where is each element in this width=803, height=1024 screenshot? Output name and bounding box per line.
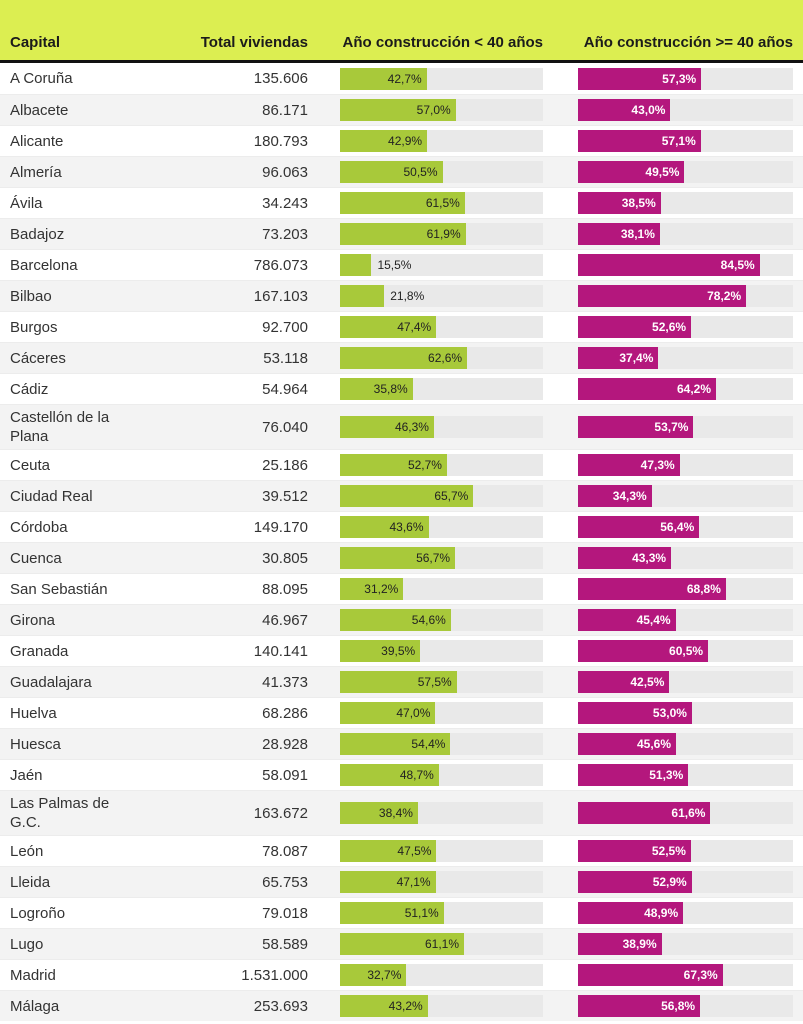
bar-value-label: 46,3%: [394, 420, 429, 434]
table-row: [0, 218, 803, 249]
bar-cell-gte40: [578, 316, 793, 338]
bar-track: [578, 871, 793, 893]
bar-value-label: 47,4%: [397, 320, 432, 334]
bar-track: [578, 802, 793, 824]
bar-track: [578, 702, 793, 724]
bar-cell-lt40: [340, 254, 543, 276]
bar-track: [340, 316, 543, 338]
total-viviendas-cell: 786.073: [253, 256, 308, 274]
bar-track: [578, 416, 793, 438]
capital-cell: Jaén: [10, 766, 43, 784]
bar-cell-gte40: [578, 933, 793, 955]
bar-track: [340, 416, 543, 438]
bar-cell-lt40: [340, 378, 543, 400]
bar-track: [340, 764, 543, 786]
capital-cell: Almería: [10, 163, 62, 181]
bar-track: [340, 871, 543, 893]
bar-value-label: 38,9%: [622, 937, 657, 951]
capital-cell: Ciudad Real: [10, 487, 93, 505]
total-viviendas-cell: 140.141: [253, 642, 308, 660]
bar-track: [578, 640, 793, 662]
bar-cell-lt40: [340, 802, 543, 824]
bar-track: [578, 285, 793, 307]
capital-cell: Castellón de la Plana: [10, 409, 110, 445]
capital-cell: Huesca: [10, 735, 61, 753]
bar-cell-gte40: [578, 485, 793, 507]
bar-track: [340, 702, 543, 724]
bar-value-label: 43,2%: [388, 999, 423, 1013]
bar-value-label: 35,8%: [373, 382, 408, 396]
capital-cell: Bilbao: [10, 287, 52, 305]
total-viviendas-cell: 46.967: [262, 611, 308, 629]
table-row: [0, 666, 803, 697]
bar-value-label: 52,9%: [652, 875, 687, 889]
bar-cell-gte40: [578, 640, 793, 662]
total-viviendas-cell: 68.286: [262, 704, 308, 722]
bar-track: [340, 192, 543, 214]
bar-cell-gte40: [578, 254, 793, 276]
bar-cell-gte40: [578, 578, 793, 600]
bar-cell-gte40: [578, 802, 793, 824]
bar-value-label: 57,0%: [416, 103, 451, 117]
bar-cell-lt40: [340, 285, 543, 307]
bar-cell-gte40: [578, 130, 793, 152]
bar-track: [578, 254, 793, 276]
bar-value-label: 64,2%: [676, 382, 712, 396]
table-row: [0, 790, 803, 835]
total-viviendas-cell: 96.063: [262, 163, 308, 181]
capital-cell: Cuenca: [10, 549, 62, 567]
bar-value-label: 53,7%: [654, 420, 689, 434]
bar-track: [340, 933, 543, 955]
bar-track: [340, 285, 543, 307]
bar-cell-gte40: [578, 99, 793, 121]
bar-track: [340, 347, 543, 369]
bar-value-label: 65,7%: [434, 489, 469, 503]
bar-track: [578, 161, 793, 183]
bar-track: [340, 68, 543, 90]
bar-track: [340, 485, 543, 507]
bar-value-label: 38,4%: [378, 806, 413, 820]
bar-track: [340, 840, 543, 862]
bar-track: [578, 516, 793, 538]
bar-cell-lt40: [340, 964, 543, 986]
bar-cell-lt40: [340, 347, 543, 369]
bar-value-label: 49,5%: [645, 165, 680, 179]
bar-cell-lt40: [340, 871, 543, 893]
total-viviendas-cell: 86.171: [262, 101, 308, 119]
bar-track: [578, 840, 793, 862]
bar-cell-lt40: [340, 764, 543, 786]
table-row: [0, 866, 803, 897]
table-row: [0, 342, 803, 373]
bar-cell-gte40: [578, 964, 793, 986]
total-viviendas-cell: 28.928: [262, 735, 308, 753]
table-row: [0, 728, 803, 759]
total-viviendas-cell: 25.186: [262, 456, 308, 474]
table-row: [0, 94, 803, 125]
bar-cell-lt40: [340, 995, 543, 1017]
bar-cell-gte40: [578, 840, 793, 862]
bar-fill-lt40: [340, 254, 371, 276]
capital-cell: Badajoz: [10, 225, 65, 243]
bar-cell-gte40: [578, 516, 793, 538]
bar-value-label: 43,3%: [632, 551, 667, 565]
bar-value-label: 45,6%: [637, 737, 672, 751]
capital-cell: Alicante: [10, 132, 64, 150]
bar-cell-gte40: [578, 671, 793, 693]
capital-cell: Granada: [10, 642, 69, 660]
bar-value-label: 61,5%: [425, 196, 460, 210]
bar-cell-gte40: [578, 378, 793, 400]
bar-track: [578, 609, 793, 631]
total-viviendas-cell: 58.589: [262, 935, 308, 953]
total-viviendas-cell: 73.203: [262, 225, 308, 243]
table-row: [0, 990, 803, 1021]
bar-cell-gte40: [578, 161, 793, 183]
capital-cell: Málaga: [10, 997, 60, 1015]
total-viviendas-cell: 41.373: [262, 673, 308, 691]
bar-cell-lt40: [340, 578, 543, 600]
bar-value-label: 61,1%: [425, 937, 460, 951]
bar-cell-gte40: [578, 547, 793, 569]
total-viviendas-cell: 79.018: [262, 904, 308, 922]
bar-value-label: 56,8%: [661, 999, 696, 1013]
capital-cell: Guadalajara: [10, 673, 92, 691]
bar-cell-lt40: [340, 516, 543, 538]
bar-track: [340, 802, 543, 824]
bar-value-label: 47,1%: [396, 875, 431, 889]
bar-track: [340, 254, 543, 276]
bar-cell-lt40: [340, 130, 543, 152]
bar-cell-lt40: [340, 416, 543, 438]
bar-track: [340, 640, 543, 662]
bar-value-label: 48,9%: [644, 906, 679, 920]
bar-track: [578, 454, 793, 476]
bar-cell-lt40: [340, 99, 543, 121]
bar-cell-lt40: [340, 902, 543, 924]
table-row: [0, 604, 803, 635]
bar-track: [578, 764, 793, 786]
bar-cell-gte40: [578, 416, 793, 438]
bar-value-label: 47,3%: [640, 458, 675, 472]
bar-cell-gte40: [578, 609, 793, 631]
capital-cell: Cáceres: [10, 349, 66, 367]
bar-value-label: 47,5%: [397, 844, 432, 858]
bar-value-label: 38,1%: [620, 227, 655, 241]
column-header-construccion-gte40: Año construcción >= 40 años: [583, 34, 793, 51]
total-viviendas-cell: 53.118: [263, 349, 308, 367]
bar-value-label: 51,1%: [404, 906, 439, 920]
total-viviendas-cell: 1.531.000: [241, 966, 308, 984]
table-row: [0, 373, 803, 404]
bar-cell-lt40: [340, 702, 543, 724]
total-viviendas-cell: 135.606: [253, 70, 308, 87]
bar-cell-lt40: [340, 547, 543, 569]
bar-track: [578, 902, 793, 924]
capital-cell: León: [10, 842, 44, 860]
bar-track: [578, 223, 793, 245]
bar-track: [578, 347, 793, 369]
capital-cell: Girona: [10, 611, 56, 629]
bar-value-label: 57,5%: [417, 675, 452, 689]
table-row: [0, 311, 803, 342]
bar-cell-gte40: [578, 871, 793, 893]
bar-value-label: 52,6%: [652, 320, 687, 334]
bar-cell-lt40: [340, 485, 543, 507]
capital-cell: Córdoba: [10, 518, 68, 536]
total-viviendas-cell: 78.087: [262, 842, 308, 860]
bar-track: [578, 99, 793, 121]
bar-track: [340, 378, 543, 400]
bar-cell-gte40: [578, 995, 793, 1017]
bar-value-label: 78,2%: [707, 289, 742, 303]
total-viviendas-cell: 149.170: [253, 518, 308, 536]
bar-value-label: 56,7%: [416, 551, 451, 565]
bar-value-label: 68,8%: [686, 582, 721, 596]
capital-cell: Cádiz: [10, 380, 49, 398]
bar-cell-lt40: [340, 671, 543, 693]
bar-value-label: 48,7%: [399, 768, 434, 782]
table-row: [0, 404, 803, 449]
capital-cell: Ávila: [10, 194, 43, 212]
capital-cell: Madrid: [10, 966, 56, 984]
bar-value-label: 57,3%: [662, 71, 697, 86]
bar-track: [578, 671, 793, 693]
bar-track: [578, 578, 793, 600]
capital-cell: Huelva: [10, 704, 57, 722]
capital-cell: San Sebastián: [10, 580, 108, 598]
bar-track: [340, 547, 543, 569]
total-viviendas-cell: 167.103: [253, 287, 308, 305]
bar-track: [578, 485, 793, 507]
bar-cell-lt40: [340, 640, 543, 662]
capital-cell: Burgos: [10, 318, 58, 336]
table-header-row: [0, 0, 803, 63]
bar-value-label: 61,6%: [671, 806, 706, 820]
bar-track: [578, 933, 793, 955]
bar-track: [340, 130, 543, 152]
bar-value-label: 32,7%: [367, 968, 402, 982]
table-row: [0, 125, 803, 156]
bar-value-label: 56,4%: [660, 520, 695, 534]
table-row: [0, 697, 803, 728]
bar-value-label: 21,8%: [390, 289, 425, 303]
bar-track: [578, 378, 793, 400]
table-row: [0, 542, 803, 573]
table-row: [0, 635, 803, 666]
bar-value-label: 43,6%: [389, 520, 424, 534]
table-row: [0, 897, 803, 928]
bar-track: [578, 733, 793, 755]
bar-value-label: 47,0%: [396, 706, 431, 720]
bar-value-label: 43,0%: [631, 103, 666, 117]
table-body: [0, 63, 803, 1021]
bar-cell-lt40: [340, 223, 543, 245]
table-row: [0, 249, 803, 280]
total-viviendas-cell: 163.672: [253, 804, 308, 822]
table-row: [0, 187, 803, 218]
bar-cell-gte40: [578, 223, 793, 245]
table-row: [0, 928, 803, 959]
bar-value-label: 52,7%: [407, 458, 442, 472]
bar-track: [578, 547, 793, 569]
bar-cell-lt40: [340, 454, 543, 476]
capital-cell: Logroño: [10, 904, 66, 922]
capital-cell: Lugo: [10, 935, 44, 953]
bar-cell-lt40: [340, 840, 543, 862]
table-row: [0, 449, 803, 480]
bar-track: [340, 733, 543, 755]
bar-cell-lt40: [340, 316, 543, 338]
table-row: [0, 280, 803, 311]
bar-cell-gte40: [578, 285, 793, 307]
bar-value-label: 67,3%: [683, 968, 718, 982]
bar-track: [340, 223, 543, 245]
bar-track: [578, 68, 793, 90]
bar-value-label: 61,9%: [426, 227, 461, 241]
table-row: [0, 480, 803, 511]
table-row: [0, 959, 803, 990]
bar-cell-lt40: [340, 68, 543, 90]
bar-value-label: 62,6%: [428, 351, 463, 365]
capital-cell: Albacete: [10, 101, 69, 119]
capital-cell: Barcelona: [10, 256, 78, 274]
bar-cell-gte40: [578, 764, 793, 786]
bar-cell-lt40: [340, 609, 543, 631]
capital-cell: Lleida: [10, 873, 51, 891]
bar-value-label: 84,5%: [720, 258, 755, 272]
bar-cell-lt40: [340, 733, 543, 755]
bar-value-label: 15,5%: [377, 258, 412, 272]
total-viviendas-cell: 180.793: [253, 132, 308, 150]
bar-value-label: 31,2%: [364, 582, 399, 596]
bar-value-label: 60,5%: [669, 644, 704, 658]
bar-track: [578, 964, 793, 986]
bar-cell-gte40: [578, 347, 793, 369]
bar-cell-gte40: [578, 192, 793, 214]
bar-value-label: 38,5%: [621, 196, 656, 210]
column-header-capital: Capital: [10, 34, 61, 51]
bar-value-label: 54,4%: [411, 737, 446, 751]
total-viviendas-cell: 34.243: [262, 194, 308, 212]
column-header-construccion-lt40: Año construcción < 40 años: [342, 34, 543, 51]
total-viviendas-cell: 54.964: [262, 380, 308, 398]
capital-cell: Las Palmas de G.C.: [10, 795, 110, 831]
bar-cell-lt40: [340, 933, 543, 955]
bar-cell-lt40: [340, 192, 543, 214]
total-viviendas-cell: 58.091: [262, 766, 308, 784]
bar-cell-gte40: [578, 702, 793, 724]
bar-track: [340, 516, 543, 538]
bar-value-label: 37,4%: [619, 351, 654, 365]
bar-value-label: 42,5%: [630, 675, 665, 689]
bar-track: [340, 671, 543, 693]
total-viviendas-cell: 92.700: [262, 318, 308, 336]
capital-cell: Ceuta: [10, 456, 51, 474]
bar-value-label: 39,5%: [381, 644, 416, 658]
bar-value-label: 50,5%: [403, 165, 438, 179]
bar-track: [340, 964, 543, 986]
table-row: [0, 759, 803, 790]
table-row: [0, 156, 803, 187]
bar-value-label: 42,7%: [387, 71, 422, 86]
bar-cell-lt40: [340, 161, 543, 183]
bar-track: [340, 578, 543, 600]
bar-track: [340, 902, 543, 924]
bar-track: [578, 130, 793, 152]
table-row: [0, 511, 803, 542]
bar-cell-gte40: [578, 733, 793, 755]
table-row: [0, 835, 803, 866]
total-viviendas-cell: 30.805: [262, 549, 308, 567]
total-viviendas-cell: 88.095: [262, 580, 308, 598]
bar-track: [340, 454, 543, 476]
bar-value-label: 45,4%: [636, 613, 671, 627]
bar-track: [340, 995, 543, 1017]
table-row: [0, 63, 803, 94]
bar-value-label: 34,3%: [612, 489, 647, 503]
capital-cell: A Coruña: [10, 70, 73, 87]
bar-fill-lt40: [340, 285, 384, 307]
bar-cell-gte40: [578, 902, 793, 924]
bar-track: [340, 609, 543, 631]
total-viviendas-cell: 39.512: [262, 487, 308, 505]
bar-value-label: 54,6%: [411, 613, 446, 627]
bar-track: [340, 161, 543, 183]
column-header-total-viviendas: Total viviendas: [200, 34, 308, 51]
table-row: [0, 573, 803, 604]
bar-track: [578, 192, 793, 214]
bar-value-label: 42,9%: [388, 134, 423, 148]
bar-value-label: 57,1%: [661, 134, 696, 148]
total-viviendas-cell: 65.753: [262, 873, 308, 891]
total-viviendas-cell: 253.693: [253, 997, 308, 1015]
bar-value-label: 51,3%: [649, 768, 684, 782]
bar-cell-gte40: [578, 68, 793, 90]
bar-track: [578, 316, 793, 338]
bar-track: [340, 99, 543, 121]
bar-cell-gte40: [578, 454, 793, 476]
bar-value-label: 53,0%: [652, 706, 687, 720]
bar-value-label: 52,5%: [651, 844, 686, 858]
bar-track: [578, 995, 793, 1017]
total-viviendas-cell: 76.040: [262, 418, 308, 436]
